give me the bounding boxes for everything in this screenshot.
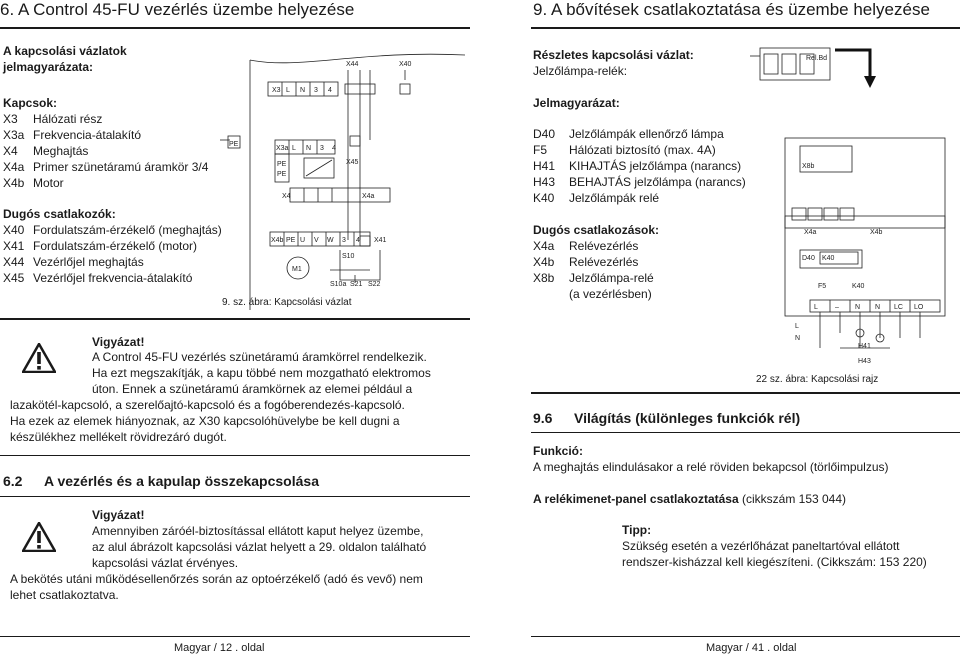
section-9-6-title: 9.6 Világítás (különleges funkciók rél) (533, 410, 801, 426)
diagram-label: X44 (346, 61, 359, 68)
warning-line: lehet csatlakoztatva. (10, 588, 119, 602)
tip-line: Szükség esetén a vezérlőházat paneltartóval ellátott (622, 539, 900, 553)
diagram-label: N (306, 145, 312, 152)
diagram-label: N (875, 304, 881, 311)
diagram-label: PE (286, 237, 296, 244)
relay-box-upper (785, 138, 945, 228)
diagram-label: X4b (271, 237, 284, 244)
diagram-label: L (286, 87, 290, 94)
diagram-label: N (300, 87, 306, 94)
list-item: X3a Frekvencia-átalakító (3, 128, 142, 142)
diagram-label: Rel.Bd (806, 55, 828, 62)
section-6-2-title: 6.2 A vezérlés és a kapulap összekapcsolása (3, 473, 319, 489)
rel-board (760, 48, 830, 80)
diagram-label: K40 (822, 255, 835, 262)
warning-title: Vigyázat! (92, 508, 145, 522)
diagram-label: 4 (356, 237, 360, 244)
list-item: F5 Hálózati biztosító (max. 4A) (533, 143, 716, 157)
list-item: X4b Relévezérlés (533, 255, 639, 269)
diagram-label: X41 (374, 237, 387, 244)
rule (0, 318, 470, 320)
terminals-title: Kapcsok: (3, 96, 58, 110)
warning-line: Amennyiben záróél-biztosítással ellátott kaput helyez üzembe, (92, 524, 424, 538)
rule (0, 496, 470, 497)
diagram-label: U (300, 237, 306, 244)
list-item: X40 Fordulatszám-érzékelő (meghajtás) (3, 223, 222, 237)
left-heading: 6. A Control 45-FU vezérlés üzembe helyezése (0, 0, 355, 19)
diagram-label: LO (914, 304, 924, 311)
diagram-label: X3a (276, 145, 289, 152)
function-title: Funkció: (533, 444, 583, 458)
figure-caption-right: 22 sz. ábra: Kapcsolási rajz (756, 374, 879, 385)
x4b-block (270, 232, 370, 246)
list-item: X3 Hálózati rész (3, 112, 103, 126)
list-item: X4a Relévezérlés (533, 239, 639, 253)
tip-line: rendszer-kisházzal kell kiegészíteni. (Cikkszám: 153 220) (622, 555, 927, 569)
diagram-label: M1 (292, 266, 302, 273)
warning-icon (22, 343, 56, 373)
list-item: X45 Vezérlőjel frekvencia-átalakító (3, 271, 193, 285)
tip-title: Tipp: (622, 523, 652, 537)
list-item: X41 Fordulatszám-érzékelő (motor) (3, 239, 198, 253)
diagram-label: X3 (272, 87, 281, 94)
warning-line: lazakötél-kapcsoló, a szerelőajtó-kapcsoló és a fogóberendezés-kapcsoló. (10, 398, 405, 412)
right-legend-list (533, 126, 746, 206)
list-item: H43 BEHAJTÁS jelzőlámpa (narancs) (533, 175, 746, 189)
diagram-label: D40 (802, 255, 815, 262)
right-legend-title: Jelmagyarázat: (533, 96, 620, 110)
list-item: D40 Jelzőlámpák ellenőrző lámpa (533, 127, 724, 141)
function-text: A meghajtás elindulásakor a relé röviden bekapcsol (törlőimpulzus) (533, 460, 889, 474)
page-number-left: Magyar / 12 . oldal (174, 642, 265, 654)
list-item: X4a Primer szünetáramú áramkör 3/4 (3, 160, 209, 174)
diagram-label: X4b (870, 229, 883, 236)
diagram-label: X4 (282, 193, 291, 200)
diagram-label: X40 (399, 61, 412, 68)
warning-line: A bekötés utáni működésellenőrzés során az optoérzékelő (adó és vevő) nem (10, 572, 423, 586)
list-item: K40 Jelzőlámpák relé (533, 191, 660, 205)
diagram-label: S21 (350, 281, 363, 288)
diagram-label: X4a (804, 229, 817, 236)
diagram-label: 3 (342, 237, 346, 244)
warning-title: Vigyázat! (92, 335, 145, 349)
footer-rule (531, 636, 960, 637)
diagram-label: X45 (346, 159, 359, 166)
diagram-label: – (835, 304, 839, 311)
diagram-label: N (795, 335, 801, 342)
list-item: X44 Vezérlőjel meghajtás (3, 255, 144, 269)
warning-line: A Control 45-FU vezérlés szünetáramú áramkörrel rendelkezik. (92, 350, 427, 364)
right-heading: 9. A bővítések csatlakoztatása és üzembe helyezése (533, 0, 930, 19)
warning-line: készülékhez mellékelt rövidrezáró dugót. (10, 430, 227, 444)
diagram-label: X8b (802, 163, 815, 170)
warning-line: kapcsolási vázlat érvényes. (92, 556, 239, 570)
panel-connection: A relékimenet-panel csatlakoztatása (cikkszám 153 044) (533, 492, 847, 506)
legend-title: A kapcsolási vázlatok jelmagyarázata: (3, 44, 127, 74)
diagram-label: L (795, 323, 799, 330)
footer-rule (0, 636, 470, 637)
warning-line: Ha ezek az elemek hiányoznak, az X30 kapcsolóhüvelybe be kell dugni a (10, 414, 400, 428)
detail-title: Részletes kapcsolási vázlat: (533, 48, 694, 62)
diagram-label: S10 (342, 253, 355, 260)
warning-line: úton. Ennek a szünetáramú áramkörnek az elemei például a (92, 382, 413, 396)
plugs-list (3, 222, 222, 286)
diagram-label: 4 (328, 87, 332, 94)
diagram-label: W (327, 237, 334, 244)
right-plugs-list (533, 238, 654, 302)
diagram-label: V (314, 237, 319, 244)
rule (531, 432, 960, 433)
warning-line: Ha ezt megszakítják, a kapu többé nem mozgatható elektromos (92, 366, 431, 380)
rule (531, 392, 960, 394)
list-item: (a vezérlésben) (569, 287, 652, 301)
list-item: H41 KIHAJTÁS jelzőlámpa (narancs) (533, 159, 742, 173)
diagram-label: PE (277, 171, 287, 178)
diagram-label: LC (894, 304, 903, 311)
diagram-label: N (855, 304, 861, 311)
list-item: X4 Meghajtás (3, 144, 89, 158)
diagram-label: PE (277, 161, 287, 168)
terminals-list (3, 111, 208, 191)
left-heading-rule (0, 27, 470, 29)
diagram-label: H43 (858, 358, 871, 365)
warning-icon (22, 522, 56, 552)
diagram-label: L (292, 145, 296, 152)
figure-caption-left: 9. sz. ábra: Kapcsolási vázlat (222, 297, 352, 308)
wiring-diagram-left (220, 40, 470, 310)
diagram-label: S10a (330, 281, 347, 288)
list-item: X8b Jelzőlámpa-relé (533, 271, 654, 285)
diagram-label: S22 (368, 281, 381, 288)
diagram-label: 4 (332, 145, 336, 152)
plugs-title: Dugós csatlakozók: (3, 207, 116, 221)
diagram-label: X4a (362, 193, 375, 200)
diagram-label: K40 (852, 283, 865, 290)
diagram-label: L (814, 304, 818, 311)
diagram-label: 3 (320, 145, 324, 152)
rule (0, 455, 470, 456)
warning-line: az alul ábrázolt kapcsolási vázlat helyett a 29. oldalon található (92, 540, 427, 554)
diagram-label: F5 (818, 283, 827, 290)
right-plugs-title: Dugós csatlakozások: (533, 223, 660, 237)
list-item: X4b Motor (3, 176, 64, 190)
right-heading-rule (531, 27, 960, 29)
page-number-right: Magyar / 41 . oldal (706, 642, 797, 654)
wiring-diagram-right (740, 38, 950, 378)
diagram-label: 3 (314, 87, 318, 94)
diagram-label: PE (229, 141, 239, 148)
diagram-label: H41 (858, 343, 871, 350)
detail-subtitle: Jelzőlámpa-relék: (533, 64, 628, 78)
